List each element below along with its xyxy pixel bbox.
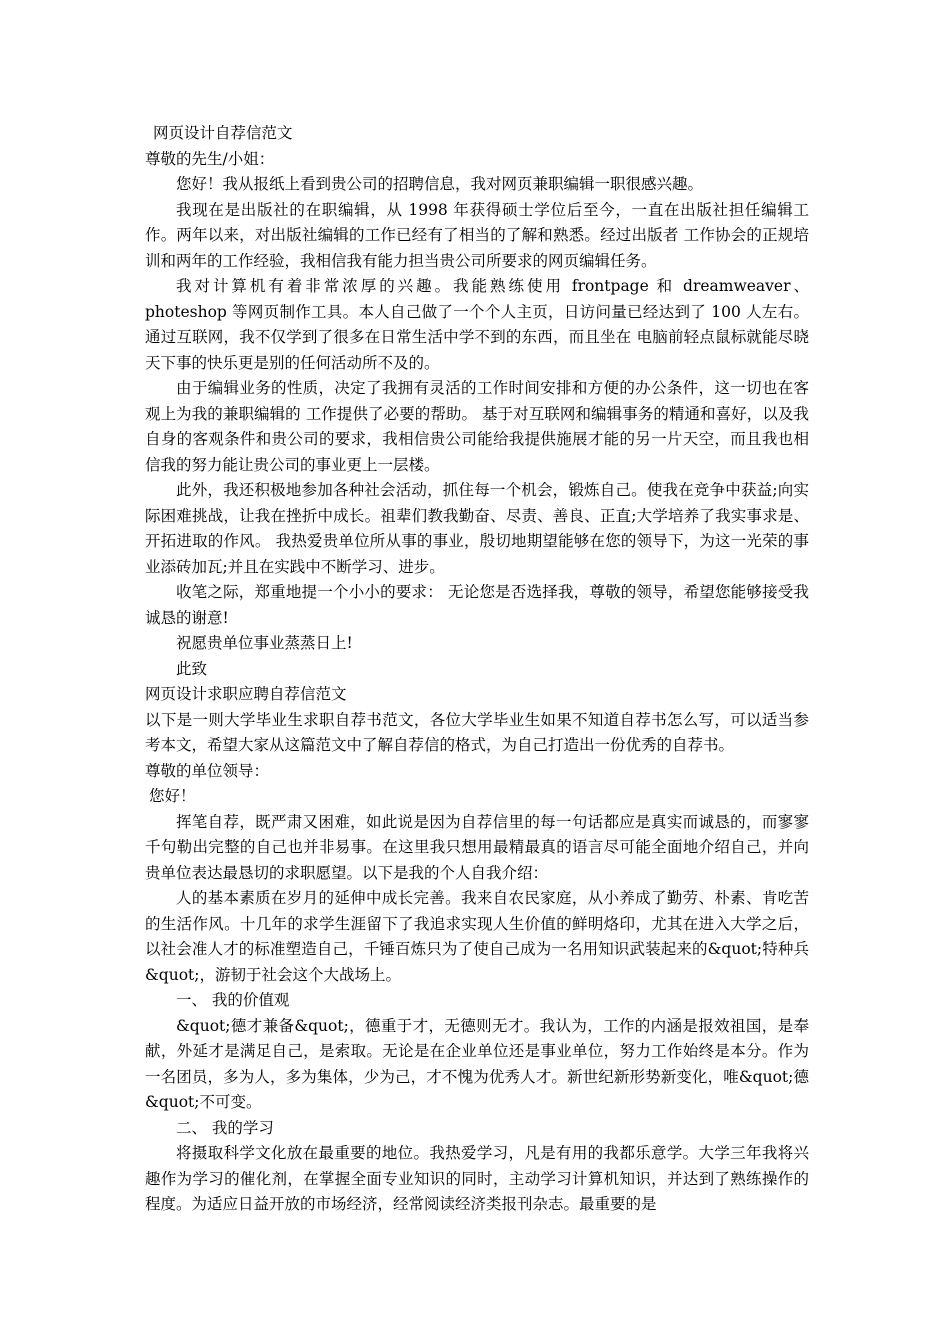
- paragraph: &quot;德才兼备&quot;，德重于才，无德则无才。我认为，工作的内涵是报效祖国，是奉献，外延才是满足自己，是索取。无论是在企业单位还是事业单位，努力工作始终是本分。作为一名团员，多为人，多为集体，少为己，才不愧为优秀人才。新世纪新形势新变化，唯&quot;德&quot;不可变。: [145, 1016, 809, 1111]
- salutation: 尊敬的单位领导：: [145, 761, 270, 780]
- salutation: 尊敬的先生/小姐：: [145, 149, 275, 168]
- section-title: 网页设计求职应聘自荐信范文: [145, 685, 347, 703]
- paragraph: 收笔之际，郑重地提一个小小的要求： 无论您是否选择我，尊敬的领导，希望您能够接受我诚恳的谢意!: [145, 583, 809, 627]
- paragraph: 此外，我还积极地参加各种社会活动，抓住每一个机会，锻炼自己。使我在竞争中获益;向实际困难挑战，让我在挫折中成长。祖辈们教我勤奋、尽责、善良、正直;大学培养了我实事求是、开拓进取的作风。 我热爱贵单位所从事的事业，殷切地期望能够在您的领导下，为这一光荣的事业添砖加瓦;并且在实践中不断学习、进步。: [145, 481, 809, 576]
- closing-regards: 此致: [176, 659, 208, 678]
- paragraph: 我对计算机有着非常浓厚的兴趣。我能熟练使用 frontpage 和 dreamweaver、photeshop 等网页制作工具。本人自己做了一个个人主页，日访问量已经达到了 100 人左右。通过互联网，我不仅学到了很多在日常生活中学不到的东西，而且坐在 电脑前轻点鼠标就能尽晓天下事的快乐更是别的任何活动所不及的。: [145, 277, 809, 372]
- intro-paragraph: 以下是一则大学毕业生求职自荐书范文，各位大学毕业生如果不知道自荐书怎么写，可以适当参考本文，希望大家从这篇范文中了解自荐信的格式，为自己打造出一份优秀的自荐书。: [145, 710, 809, 754]
- paragraph: 挥笔自荐，既严肃又困难，如此说是因为自荐信里的每一句话都应是真实而诚恳的，而寥寥千句勒出完整的自己也并非易事。在这里我只想用最精最真的语言尽可能全面地介绍自己，并向贵单位表达最恳切的求职愿望。以下是我的个人自我介绍：: [145, 812, 809, 882]
- section-heading: 二、 我的学习: [176, 1118, 274, 1137]
- paragraph: 由于编辑业务的性质，决定了我拥有灵活的工作时间安排和方便的办公条件，这一切也在客观上为我的兼职编辑的 工作提供了必要的帮助。 基于对互联网和编辑事务的精通和喜好，以及我自身的客观条件和贵公司的要求，我相信贵公司能给我提供施展才能的另一片天空，而且我也相信我的努力能让贵公司的事业更上一层楼。: [145, 379, 809, 474]
- paragraph: 将摄取科学文化放在最重要的地位。我热爱学习，凡是有用的我都乐意学。大学三年我将兴趣作为学习的催化剂，在掌握全面专业知识的同时，主动学习计算机知识，并达到了熟练操作的程度。为适应日益开放的市场经济，经常阅读经济类报刊杂志。最重要的是: [145, 1144, 809, 1213]
- paragraph: 人的基本素质在岁月的延伸中成长完善。我来自农民家庭，从小养成了勤劳、朴素、肯吃苦的生活作风。十几年的求学生涯留下了我追求实现人生价值的鲜明烙印，尤其在进入大学之后，以社会准人才的标准塑造自己，千锤百炼只为了使自己成为一名用知识武装起来的&quot;特种兵&quot;，游韧于社会这个大战场上。: [145, 889, 809, 984]
- paragraph: 我现在是出版社的在职编辑，从 1998 年获得硕士学位后至今，一直在出版社担任编辑工作。两年以来，对出版社编辑的工作已经有了相当的了解和熟悉。经过出版者 工作协会的正规培训和两年的工作经验，我相信我有能力担当贵公司所要求的网页编辑任务。: [145, 200, 809, 270]
- greeting: 您好！: [149, 787, 196, 805]
- section-heading: 一、 我的价值观: [176, 991, 290, 1009]
- closing-wish: 祝愿贵单位事业蒸蒸日上!: [176, 634, 353, 652]
- document-page: [145, 121, 809, 1218]
- paragraph: 您好！我从报纸上看到贵公司的招聘信息，我对网页兼职编辑一职很感兴趣。: [176, 175, 704, 193]
- document-title: 网页设计自荐信范文: [153, 124, 293, 142]
